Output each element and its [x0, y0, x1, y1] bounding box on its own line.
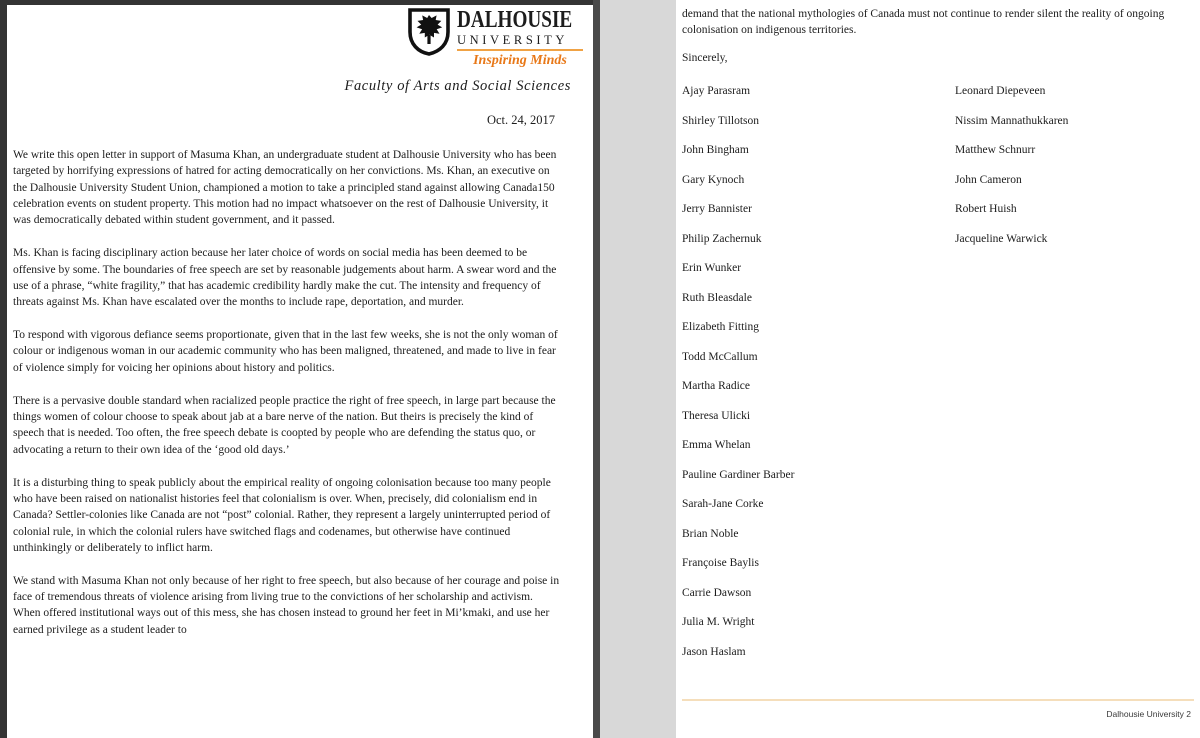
signatory-name: Philip Zachernuk: [682, 232, 762, 245]
logo-wordmark: [457, 8, 583, 69]
signatory-name: Jason Haslam: [682, 645, 746, 658]
signatory-name: Elizabeth Fitting: [682, 321, 759, 333]
dalhousie-crest-icon: [408, 8, 450, 61]
logo-rule: [457, 49, 583, 51]
signatory-name: John Bingham: [682, 144, 749, 156]
letter-date: Oct. 24, 2017: [486, 113, 555, 127]
letter-paragraph: We write this open letter in support of Masuma Khan, an undergraduate student at Dalhousie University who has been targeted by horrifying expressions of hatred for acting democratically on her convictions. Ms. Khan, an executive on the Dalhousie University Student Union, championed a motion to take a principled stand against allowing Canada150 celebration events on student property. This motion had no impact whatsoever on the rest of Dalhousie University, it was democratically debated within student government, and it passed.: [13, 149, 557, 227]
logo-tagline: Inspiring Minds: [473, 53, 567, 68]
signatory-name: John Cameron: [955, 173, 1022, 186]
signatory-name: Sarah-Jane Corke: [682, 498, 764, 510]
signatory-name: Emma Whelan: [682, 439, 751, 451]
signatories-column-2: [955, 85, 1068, 262]
letter-paragraph: There is a pervasive double standard when racialized people practice the right of free speech, in large part because the things women of colour choose to speak about jab at a bare nerve of the nation. But theirs is precisely the kind of speech that is needed. Too often, the free speech debate is coopted by people who are defending the status quo, or advocating a return to their own idea of the ‘good old days.’: [13, 394, 556, 456]
signatory-name: Theresa Ulicki: [682, 409, 751, 422]
signatory-name: Jerry Bannister: [682, 203, 752, 215]
logo-wordmark-university: UNIVERSITY: [457, 33, 568, 47]
signatories-column-1: [682, 85, 794, 675]
page-footer: Dalhousie University 2: [1106, 709, 1191, 719]
letter-page-2: [676, 0, 1200, 738]
signatory-name: Françoise Baylis: [682, 557, 759, 569]
signatory-name: Ruth Bleasdale: [682, 291, 752, 304]
letter-paragraph: Ms. Khan is facing disciplinary action because her later choice of words on social media has been deemed to be offensive by some. The boundaries of free speech are set by reasonable judgements about harm. A swear word and the use of a phrase, “white fragility,” that has academic credibility hardly make the cut. The intensity and frequency of threats against Ms. Khan have escalated over the months to include rape, deportation, and murder.: [13, 247, 557, 309]
footer-rule: [682, 699, 1194, 701]
logo-wordmark-dalhousie: DALHOUSIE: [457, 7, 573, 33]
signatory-name: Robert Huish: [955, 203, 1017, 215]
faculty-line: Faculty of Arts and Social Sciences: [344, 78, 571, 94]
signatory-name: Nissim Mannathukkaren: [955, 114, 1069, 127]
signatory-name: Pauline Gardiner Barber: [682, 468, 795, 481]
salutation: Sincerely,: [682, 52, 728, 64]
letter-page-1: [7, 5, 593, 738]
signatory-name: Shirley Tillotson: [682, 114, 760, 127]
viewer-background-left-edge: [0, 0, 7, 738]
page-gutter: [600, 0, 676, 738]
signatory-name: Jacqueline Warwick: [955, 232, 1048, 245]
letter-paragraph-continued: demand that the national mythologies of Canada must not continue to render silent the reality of ongoing colonisation on indigenous territories.: [682, 8, 1165, 37]
signatory-name: Ajay Parasram: [682, 85, 751, 97]
signatory-name: Todd McCallum: [682, 350, 758, 363]
signatory-name: Julia M. Wright: [682, 616, 755, 628]
letter-paragraph: To respond with vigorous defiance seems proportionate, given that in the last few weeks, she is not the only woman of colour or indigenous woman in our academic community who has been maligned, threatened, and made to live in fear of violence simply for voicing her opinions about history and politics.: [13, 329, 558, 374]
dalhousie-logo: [408, 8, 583, 69]
signatory-name: Gary Kynoch: [682, 173, 745, 186]
letter-body: [13, 147, 561, 655]
signatory-name: Brian Noble: [682, 527, 739, 540]
letter-paragraph: It is a disturbing thing to speak publicly about the empirical reality of ongoing colonisation because too many people who have been raised on nationalist histories feel that colonialism is over. When, precisely, did colonialism end in Canada? Settler-colonies like Canada are not “post” colonial. Rather, they represent a largely uninterrupted period of colonial rule, in which the colonial rulers have switched flags and codenames, but otherwise have continued unthinkingly or deliberately to inflict harm.: [13, 476, 551, 554]
signatory-name: Erin Wunker: [682, 262, 742, 274]
signatory-name: Matthew Schnurr: [955, 144, 1036, 156]
signatory-name: Leonard Diepeveen: [955, 85, 1046, 97]
signatory-name: Carrie Dawson: [682, 586, 752, 599]
signatory-name: Martha Radice: [682, 380, 751, 392]
page-1-right-shadow: [593, 0, 600, 738]
letter-paragraph: We stand with Masuma Khan not only because of her right to free speech, but also because of her courage and poise in face of tremendous threats of violence arising from living true to the convictions of her scholarship and activism. When offered institutional ways out of this mess, she has chosen instead to ground her feet in Mi’kmaki, and use her earned privilege as a student leader to: [13, 574, 560, 636]
